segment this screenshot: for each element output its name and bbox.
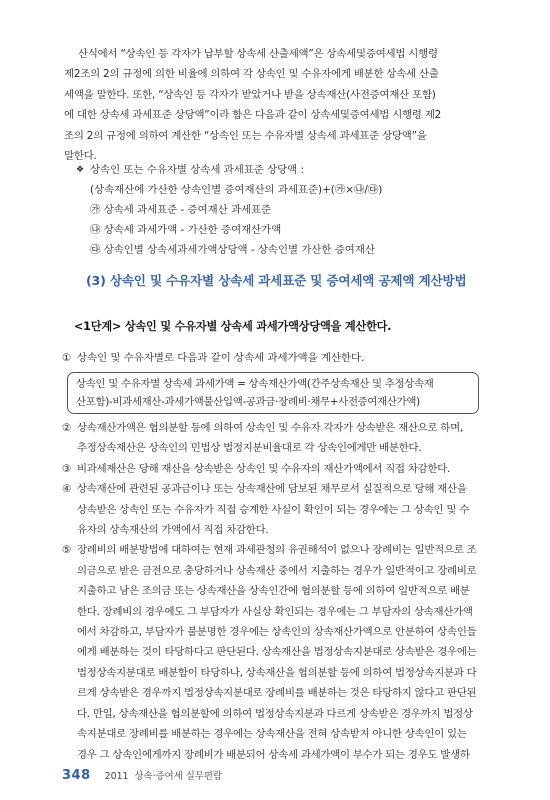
formula-line: 산포함)-비과세재산-과세가액불산입액-공과금·장례비·채무+사전증여재산가액) xyxy=(76,396,420,408)
item-line: 르게 상속받은 경우까지 법정상속지분대로 장례비를 배분하는 것은 타당하지 않다고 판단된 xyxy=(77,687,477,700)
definition-block xyxy=(76,160,496,260)
intro-line: 산식에서 “상속인 등 각자가 납부할 상속세 산출세액”은 상속세및증여세법 시행령 xyxy=(78,48,438,60)
item-number: ④ xyxy=(62,483,72,496)
intro-line: 말한다. xyxy=(64,150,97,163)
definition-formula: (상속재산에 가산한 상속인별 증여재산의 과세표준)+(㉮×㉯/㉰) xyxy=(90,184,383,196)
item-number: ⑤ xyxy=(62,544,72,557)
item-line: 상속재산에 관련된 공과금이나 또는 상속재산에 담보된 채무로서 실질적으로 당해 재산을 xyxy=(77,483,467,496)
item-line: 에서 차감하고, 부담자가 불분명한 경우에는 상속인의 상속재산가액으로 안분하여 상속인들 xyxy=(77,626,477,639)
item-line: 경우 그 상속인에게까지 장례비가 배분되어 상속세 과세가액이 부수가 되는 경우도 발생하 xyxy=(77,748,470,761)
section-title: (3) 상속인 및 수유자별 상속세 과세표준 및 증여세액 공제액 계산방법 xyxy=(86,273,467,288)
item-line: 유자의 상속재산의 가액에서 직접 차감한다. xyxy=(77,524,269,537)
definition-term: ㉮ 상속세 과세표준 - 증여재산 과세표준 xyxy=(90,204,272,216)
item-number: ③ xyxy=(62,462,72,475)
item-line: 의금으로 받은 금전으로 충당하거나 상속재산 중에서 지출하는 경우가 일반적이고 장례비로 xyxy=(77,564,477,577)
item-text: 상속인 및 수유자별로 다음과 같이 상속세 과세가액을 계산한다. xyxy=(77,352,365,364)
list-item xyxy=(62,540,494,764)
item-line: 법정상속지분대로 배분함이 타당하나, 상속재산을 협의분할 등에 의하여 법정상속지분과 다 xyxy=(77,666,477,679)
item-line: 추정상속재산은 상속인의 민법상 법정지분비율대로 각 상속인에게만 배분한다. xyxy=(77,442,422,455)
item-line: 상속재산가액은 협의분할 등에 의하여 상속인 및 수유자 각자가 상속받은 재산으로 하며, xyxy=(77,422,463,434)
numbered-list xyxy=(62,418,494,765)
list-item xyxy=(62,459,494,479)
footer-year: 2011 xyxy=(104,771,129,782)
list-item xyxy=(62,418,494,459)
intro-paragraph xyxy=(64,44,492,166)
definition-term: ㉰ 상속인별 상속세과세가액상당액 - 상속인별 가산한 증여재산 xyxy=(90,244,375,256)
definition-term: ㉯ 상속세 과세가액 - 가산한 증여재산가액 xyxy=(90,224,282,236)
intro-line: 세액을 말한다. 또한, “상속인 등 각자가 받았거나 받을 상속재산(사전증여재산 포함) xyxy=(64,88,436,101)
diamond-bullet-icon: ❖ xyxy=(76,165,85,175)
item-line: 다. 만일, 상속재산을 협의분할에 의하여 법정상속지분과 다르게 상속받은 경우까지 법정상 xyxy=(77,707,473,720)
item-line: 비과세재산은 당해 재산을 상속받은 상속인 및 수유자의 재산가액에서 직접 차감한다. xyxy=(77,462,451,475)
list-item xyxy=(62,348,492,368)
item-number: ② xyxy=(62,422,72,434)
intro-line: 에 대한 상속세 과세표준 상당액”이라 함은 다음과 같이 상속세및증여세법 시행령 제2 xyxy=(64,109,442,122)
intro-line: 제2조의 2의 규정에 의한 비율에 의하여 각 상속인 및 수유자에게 배분한 상속세 산출 xyxy=(64,68,439,81)
page-footer xyxy=(62,768,222,784)
item-line: 속지분대로 장례비를 배분하는 경우에는 상속재산을 전혀 상속받지 아니한 상속인이 있는 xyxy=(77,728,467,741)
formula-box xyxy=(67,372,479,414)
item-line: 에게 배분하는 것이 타당하다고 판단된다. 상속재산을 법정상속지분대로 상속받은 경우에는 xyxy=(77,646,477,659)
item-line: 지출하고 남은 조의금 또는 상속재산을 상속인간에 협의분할 등에 의하여 일반적으로 배분 xyxy=(77,585,470,598)
intro-line: 조의 2의 규정에 의하여 계산한 “상속인 또는 수유자별 상속세 과세표준 상당액”을 xyxy=(64,129,427,142)
footer-book-title: 상속·증여세 실무편람 xyxy=(134,771,222,782)
page-number: 348 xyxy=(62,768,91,783)
item-line: 장례비의 배분방법에 대하여는 현재 과세관청의 유권해석이 없으나 장례비는 일반적으로 조 xyxy=(77,544,477,557)
item-line: 한다. 장례비의 경우에도 그 부담자가 사실상 확인되는 경우에는 그 부담자의 상속재산가액 xyxy=(77,605,473,618)
step-title: <1단계> 상속인 및 수유자별 상속세 과세가액상당액을 계산한다. xyxy=(74,320,392,333)
item-line: 상속받은 상속인 또는 수유자가 직접 승계한 사실이 확인이 되는 경우에는 그 상속인 및 수 xyxy=(77,503,470,516)
list-item xyxy=(62,479,494,540)
definition-heading: 상속인 또는 수유자별 상속세 과세표준 상당액 : xyxy=(90,164,305,176)
formula-line: 상속인 및 수유자별 상속세 과세가액 = 상속재산가액(간주상속재산 및 추정상속재 xyxy=(76,378,434,390)
item-number: ① xyxy=(62,352,72,364)
